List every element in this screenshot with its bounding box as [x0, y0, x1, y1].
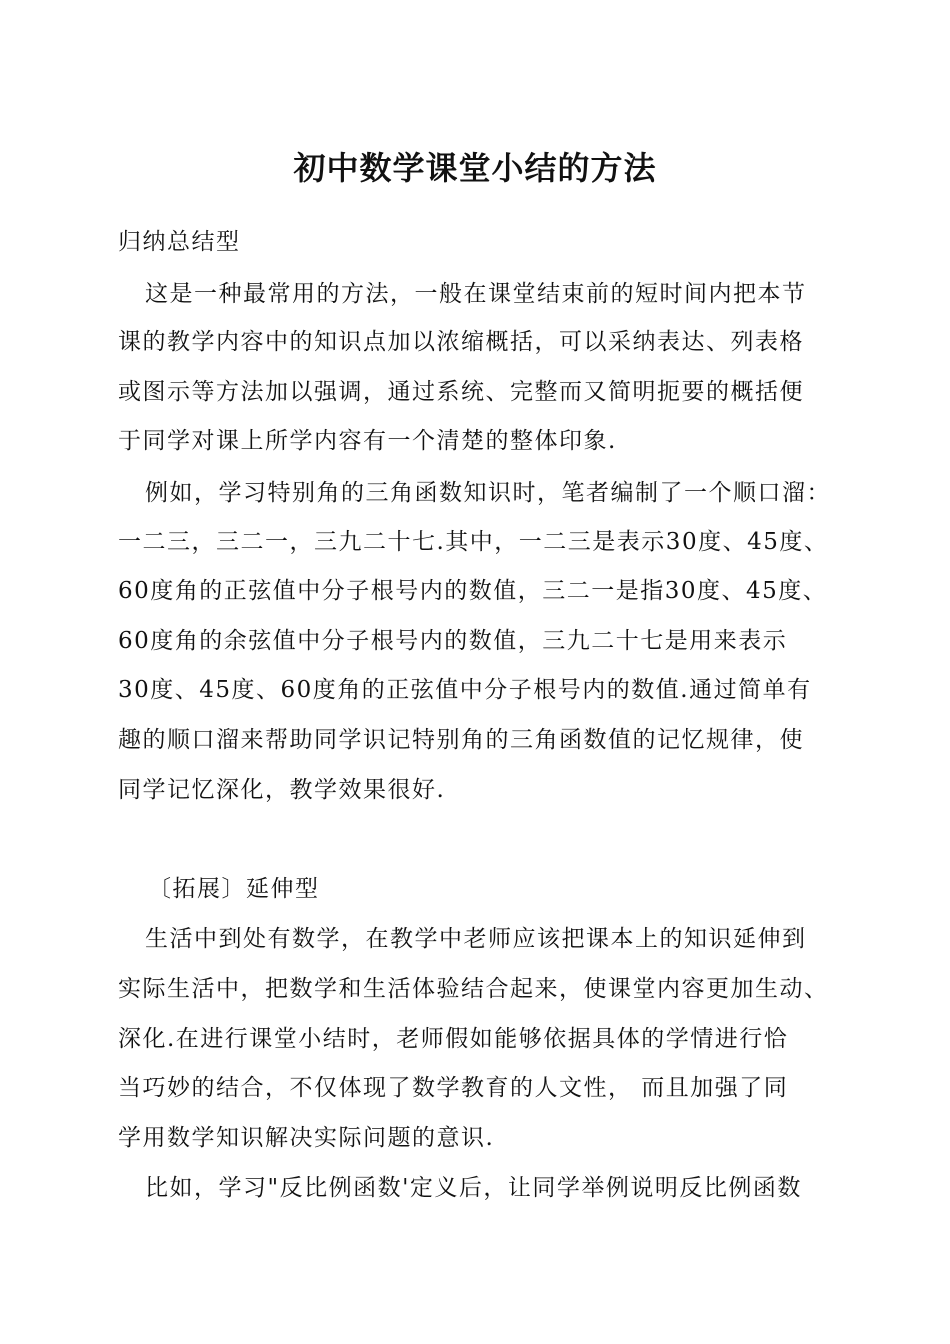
- paragraph-line: 生活中到处有数学，在教学中老师应该把课本上的知识延伸到: [145, 926, 807, 952]
- page-title: 初中数学课堂小结的方法: [293, 149, 657, 187]
- paragraph-line: 深化.在进行课堂小结时，老师假如能够依据具体的学情进行恰: [118, 1026, 789, 1052]
- paragraph-line: 当巧妙的结合，不仅体现了数学教育的人文性， 而且加强了同: [118, 1075, 789, 1101]
- paragraph-line: 这是一种最常用的方法，一般在课堂结束前的短时间内把本节: [145, 281, 807, 307]
- paragraph-line: 学用数学知识解决实际问题的意识.: [118, 1125, 495, 1151]
- paragraph-line: 或图示等方法加以强调，通过系统、完整而又简明扼要的概括便: [118, 379, 804, 405]
- paragraph-line: 课的教学内容中的知识点加以浓缩概括，可以采纳表达、列表格: [118, 329, 804, 355]
- paragraph-line: 30度、45度、60度角的正弦值中分子根号内的数值.通过简单有: [118, 677, 812, 703]
- paragraph-line: 实际生活中，把数学和生活体验结合起来，使课堂内容更加生动、: [118, 976, 829, 1002]
- paragraph-line: 60度角的正弦值中分子根号内的数值，三二一是指30度、45度、: [118, 578, 828, 604]
- paragraph-line: 于同学对课上所学内容有一个清楚的整体印象.: [118, 428, 617, 454]
- section-heading-extension: 〔拓展〕延伸型: [148, 876, 320, 902]
- paragraph-line: 比如，学习"反比例函数'定义后，让同学举例说明反比例函数: [145, 1175, 802, 1201]
- paragraph-line: 例如，学习特别角的三角函数知识时，笔者编制了一个顺口溜：: [145, 480, 831, 506]
- paragraph-line: 一二三，三二一，三九二十七.其中，一二三是表示30度、45度、: [118, 529, 829, 555]
- paragraph-line: 同学记忆深化，教学效果很好.: [118, 777, 446, 803]
- section-heading-summary: 归纳总结型: [118, 229, 241, 255]
- paragraph-line: 趣的顺口溜来帮助同学识记特别角的三角函数值的记忆规律，使: [118, 727, 804, 753]
- paragraph-line: 60度角的余弦值中分子根号内的数值，三九二十七是用来表示: [118, 628, 788, 654]
